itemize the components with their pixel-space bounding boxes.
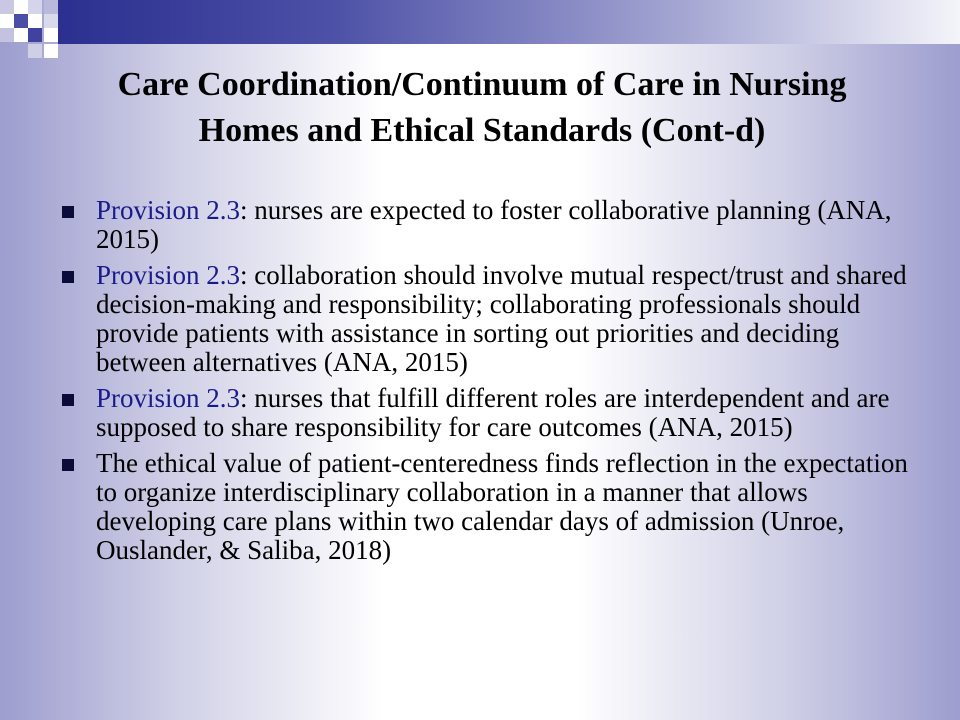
header-gradient-bar bbox=[58, 0, 960, 44]
square-bullet-icon bbox=[62, 459, 74, 471]
provision-label: Provision 2.3 bbox=[96, 195, 241, 225]
title-line-2: Homes and Ethical Standards (Cont-d) bbox=[198, 112, 766, 149]
bullet-text: : nurses that fulfill different roles are interdependent and are supposed to share responsibility for care outcomes (ANA, 2015) bbox=[96, 383, 890, 442]
bullet-item bbox=[62, 196, 922, 254]
bullet-text: : collaboration should involve mutual respect/trust and shared decision-making and responsibility; collaborating professionals should provide patients with assistance in sorting out priorities and deciding between alternatives (ANA, 2015) bbox=[96, 260, 907, 377]
title-line-1: Care Coordination/Continuum of Care in Nursing bbox=[117, 66, 847, 103]
square-bullet-icon bbox=[62, 206, 74, 218]
bullet-item bbox=[62, 449, 922, 565]
provision-label: Provision 2.3 bbox=[96, 383, 241, 413]
square-bullet-icon bbox=[62, 271, 74, 283]
bullet-list bbox=[62, 196, 922, 572]
bullet-text: The ethical value of patient-centeredness finds reflection in the expectation to organize interdisciplinary collaboration in a manner that allows developing care plans within two calendar days of admission (Unroe, Ouslander, & Saliba, 2018) bbox=[96, 448, 908, 565]
slide-title bbox=[40, 62, 924, 154]
provision-label: Provision 2.3 bbox=[96, 260, 241, 290]
square-bullet-icon bbox=[62, 394, 74, 406]
bullet-item bbox=[62, 261, 922, 377]
bullet-item bbox=[62, 384, 922, 442]
bullet-text: : nurses are expected to foster collaborative planning (ANA, 2015) bbox=[96, 195, 892, 254]
